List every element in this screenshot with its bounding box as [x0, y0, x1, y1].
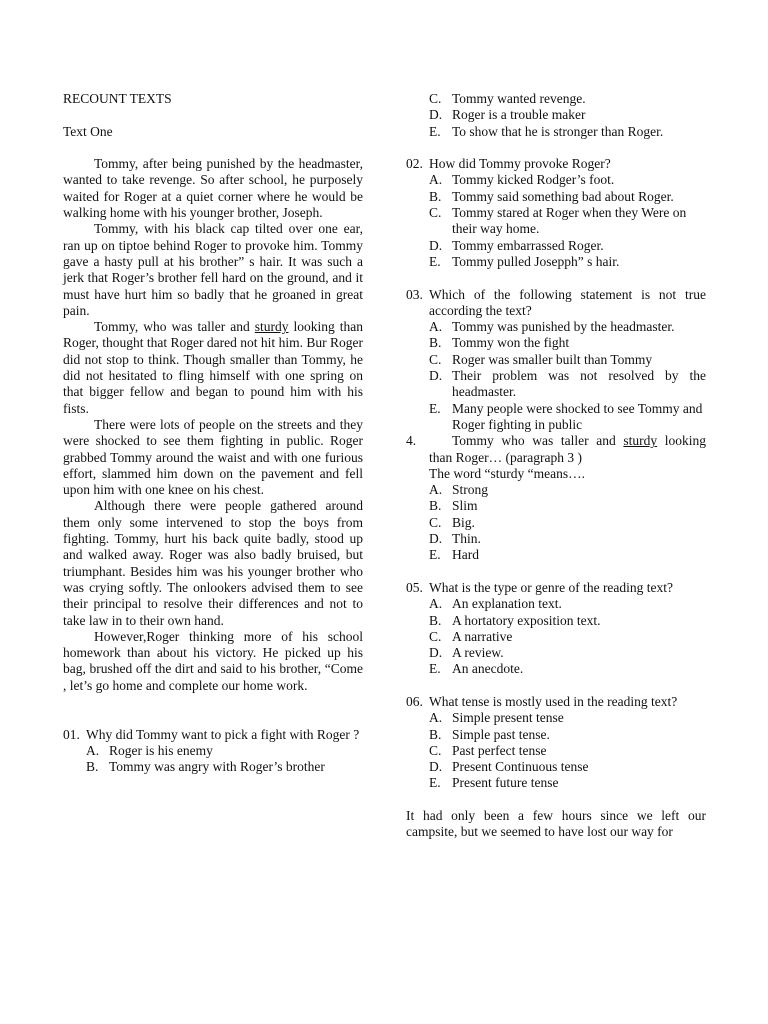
underlined-word-sturdy: sturdy [254, 319, 289, 335]
spacer [63, 694, 363, 710]
question-text: How did Tommy provoke Roger? [429, 156, 611, 172]
left-column [63, 91, 363, 775]
option-list [406, 596, 706, 677]
story-paragraph-3-end: looking than Roger, thought that Roger dared not hit him. Bur Roger did not stop to think. Though smaller than Tommy, he did not hesitated to fling himself with one spring on that bigger fellow and began to pound him with his fists. [63, 319, 363, 416]
question-2 [406, 156, 706, 270]
option-text: Roger is his enemy [109, 742, 213, 758]
option-a [406, 482, 706, 498]
option-letter: A. [429, 710, 443, 726]
option-list [406, 319, 706, 433]
option-letter: D. [429, 759, 443, 775]
option-c [406, 629, 706, 645]
question-text: Which of the following statement is not true according the text? [429, 286, 706, 318]
option-text: A hortatory exposition text. [452, 612, 601, 628]
question-1-options-continued [406, 91, 706, 140]
question-2-stem [406, 156, 706, 172]
option-list [406, 482, 706, 563]
option-text: To show that he is stronger than Roger. [452, 123, 664, 139]
option-text: A narrative [452, 628, 513, 644]
option-text: Tommy embarrassed Roger. [452, 237, 604, 253]
option-letter: B. [429, 612, 442, 628]
option-a [406, 172, 706, 188]
option-text: Hard [452, 547, 479, 563]
option-text: Thin. [452, 531, 481, 547]
question-1 [63, 727, 363, 776]
question-4-prompt [406, 466, 706, 482]
option-letter: E. [429, 661, 441, 677]
option-text: A review. [452, 645, 504, 661]
option-letter: B. [429, 498, 442, 514]
option-text: An anecdote. [452, 661, 524, 677]
option-letter: A. [429, 596, 443, 612]
option-letter: A. [429, 319, 443, 335]
option-text: Roger is a trouble maker [452, 107, 586, 123]
question-text: What is the type or genre of the reading text? [429, 579, 674, 595]
option-b [406, 613, 706, 629]
question-number: 06. [406, 693, 423, 709]
question-5 [406, 580, 706, 678]
option-letter: C. [429, 514, 442, 530]
story-paragraph-6: However,Roger thinking more of his school homework than about his victory. He picked up his bag, brushed off the dirt and said to his brother, “Come , let’s go home and complete our home work. [63, 628, 363, 693]
option-text: Present future tense [452, 775, 559, 791]
option-letter: C. [429, 742, 442, 758]
question-text: What tense is mostly used in the reading text? [429, 693, 678, 709]
question-3-stem [406, 287, 706, 320]
option-list [406, 172, 706, 270]
question-number: 01. [63, 726, 80, 742]
option-c [406, 515, 706, 531]
option-e [406, 775, 706, 791]
question-6 [406, 694, 706, 792]
story-paragraph-2: Tommy, with his black cap tilted over one ear, ran up on tiptoe behind Roger to provoke him. Tommy gave a hasty pull at his brother” s hair. It was such a jerk that Roger’s brother fell hard on the ground, and it must have hurt him so badly that he groaned in great pain. [63, 221, 363, 318]
option-d [406, 531, 706, 547]
option-text: Tommy was punished by the headmaster. [452, 319, 675, 335]
option-list [63, 743, 363, 776]
question-4-text-start: Tommy who was taller and [452, 433, 624, 449]
option-e [406, 124, 706, 140]
option-letter: C. [429, 628, 442, 644]
option-letter: C. [429, 351, 442, 367]
option-c [406, 205, 706, 238]
option-b [406, 335, 706, 351]
option-b [406, 498, 706, 514]
option-letter: A. [429, 482, 443, 498]
option-e [406, 547, 706, 563]
option-letter: B. [86, 759, 99, 775]
option-text: Simple present tense [452, 710, 564, 726]
option-text: Tommy kicked Rodger’s foot. [452, 172, 615, 188]
option-text: Their problem was not resolved by the headmaster. [452, 368, 706, 400]
option-text: Past perfect tense [452, 742, 547, 758]
option-c [406, 352, 706, 368]
option-a [406, 319, 706, 335]
option-letter: D. [429, 237, 443, 253]
option-letter: A. [429, 172, 443, 188]
option-text: Slim [452, 498, 478, 514]
question-number: 03. [406, 286, 423, 302]
option-text: Strong [452, 482, 489, 498]
story-paragraph-5: Although there were people gathered around them only some intervened to stop the boys from fighting. Tommy, hurt his back quite badly, stood up and walked away. Roger was also badly bruised, but triumphant. Besides him was his younger brother who was crying softly. The onlookers advised them to see their principal to resolve their differences and not to take law in to their own hand. [63, 498, 363, 628]
story-paragraph-3-start: Tommy, who was taller and [94, 319, 255, 335]
story-paragraph-4: There were lots of people on the streets and they were shocked to see them fighting in public. Roger grabbed Tommy around the waist and with one furious effort, slammed him down on the pavement and fell upon him with one knee on his chest. [63, 416, 363, 498]
option-letter: C. [429, 205, 442, 221]
option-letter: C. [429, 91, 442, 106]
option-d [406, 645, 706, 661]
option-letter: B. [429, 335, 442, 351]
option-letter: A. [86, 742, 100, 758]
document-title: RECOUNT TEXTS [63, 91, 172, 106]
underlined-word-sturdy: sturdy [623, 433, 658, 449]
question-number: 4. [406, 433, 417, 449]
option-d [406, 107, 706, 123]
text-one-heading: Text One [63, 123, 113, 139]
option-b [406, 727, 706, 743]
question-1-stem [63, 727, 363, 743]
question-3 [406, 287, 706, 434]
option-letter: D. [429, 368, 443, 384]
option-letter: E. [429, 400, 441, 416]
option-b [406, 189, 706, 205]
option-e [406, 401, 706, 434]
option-letter: B. [429, 726, 442, 742]
option-letter: D. [429, 645, 443, 661]
option-text: Present Continuous tense [452, 759, 589, 775]
option-text: Simple past tense. [452, 726, 550, 742]
option-a [406, 710, 706, 726]
option-d [406, 368, 706, 401]
story-paragraph-3 [63, 319, 363, 417]
option-text: Tommy stared at Roger when they Were on their way home. [452, 205, 687, 237]
option-letter: D. [429, 107, 443, 123]
option-text: Tommy won the fight [452, 335, 570, 351]
question-prompt: The word “sturdy “means…. [429, 465, 585, 481]
question-4 [406, 433, 706, 563]
question-4-text-end: looking than Roger… (paragraph 3 ) [429, 433, 706, 465]
option-c [406, 743, 706, 759]
question-number: 05. [406, 579, 423, 595]
option-a [63, 743, 363, 759]
question-6-stem [406, 694, 706, 710]
question-4-stem [406, 433, 706, 466]
option-d [406, 759, 706, 775]
option-text: An explanation text. [452, 596, 562, 612]
option-letter: E. [429, 123, 441, 139]
option-letter: E. [429, 547, 441, 563]
next-text-paragraph: It had only been a few hours since we left our campsite, but we seemed to have lost our way for [406, 808, 706, 840]
option-text: Big. [452, 514, 475, 530]
option-list [406, 710, 706, 791]
option-b [63, 759, 363, 775]
right-column [406, 91, 706, 854]
option-text: Tommy said something bad about Roger. [452, 188, 674, 204]
question-text: Why did Tommy want to pick a fight with Roger ? [86, 726, 360, 742]
option-text: Tommy wanted revenge. [452, 91, 586, 106]
option-a [406, 596, 706, 612]
option-text: Tommy was angry with Roger’s brother [109, 759, 325, 775]
option-letter: D. [429, 531, 443, 547]
option-letter: E. [429, 253, 441, 269]
question-5-stem [406, 580, 706, 596]
option-d [406, 238, 706, 254]
story-paragraph-1: Tommy, after being punished by the headmaster, wanted to take revenge. So after school, he purposely waited for Roger at a quiet corner where he would be walking home with his younger brother, Joseph. [63, 156, 363, 221]
option-c [406, 91, 706, 107]
option-text: Tommy pulled Josepph” s hair. [452, 253, 620, 269]
question-number: 02. [406, 156, 423, 172]
option-text: Roger was smaller built than Tommy [452, 351, 653, 367]
question-text [429, 433, 706, 466]
option-text: Many people were shocked to see Tommy and Roger fighting in public [452, 400, 703, 432]
option-e [406, 661, 706, 677]
option-letter: B. [429, 188, 442, 204]
option-e [406, 254, 706, 270]
option-letter: E. [429, 775, 441, 791]
